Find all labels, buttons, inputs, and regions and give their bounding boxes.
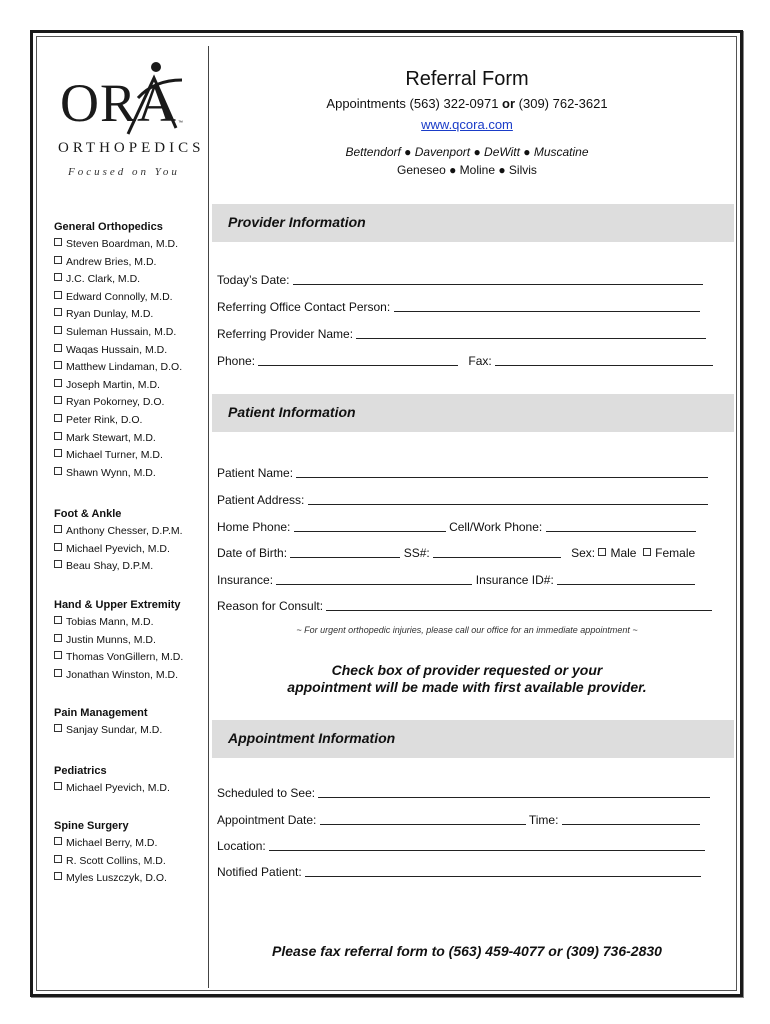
checkbox-icon[interactable] [54, 782, 62, 790]
patient-address-field[interactable]: Patient Address: [217, 493, 708, 507]
checkbox-icon[interactable] [54, 449, 62, 457]
female-checkbox[interactable] [643, 548, 651, 556]
doctor-name: Justin Munns, M.D. [66, 633, 156, 646]
urgent-note: ~ For urgent orthopedic injuries, please call our office for an immediate appointment ~ [296, 625, 638, 635]
group-hand-upper [54, 597, 204, 684]
checkbox-icon[interactable] [54, 291, 62, 299]
doctor-checkbox-item[interactable] [54, 558, 204, 576]
checkbox-icon[interactable] [54, 273, 62, 281]
insurance-field[interactable]: Insurance: Insurance ID#: [217, 573, 695, 587]
doctor-checkbox-item[interactable] [54, 430, 204, 448]
checkbox-icon[interactable] [54, 651, 62, 659]
doctor-name: Steven Boardman, M.D. [66, 238, 179, 250]
website-link[interactable]: www.qcora.com [421, 117, 513, 132]
doctor-name: Ryan Pokorney, D.O. [66, 396, 165, 409]
doctor-checkbox-item[interactable] [54, 835, 204, 853]
checkbox-icon[interactable] [54, 238, 62, 246]
checkbox-icon[interactable] [54, 396, 62, 404]
doctor-checkbox-item[interactable] [54, 447, 204, 465]
doctor-name: Joseph Martin, M.D. [66, 378, 160, 391]
checkbox-icon[interactable] [54, 560, 62, 568]
checkbox-icon[interactable] [54, 344, 62, 352]
doctor-name: Anthony Chesser, D.P.M. [66, 525, 183, 537]
provider-name-field[interactable]: Referring Provider Name: [217, 327, 706, 341]
doctor-checkbox-item[interactable] [54, 271, 204, 289]
appointments-line: Appointments (563) 322-0971 or (309) 762-3621 [326, 96, 608, 111]
checkbox-icon[interactable] [54, 432, 62, 440]
group-title: Pain Management [54, 707, 148, 719]
appointment-date-time-field[interactable]: Appointment Date: Time: [217, 813, 700, 827]
provider-section-header: Provider Information [212, 204, 734, 242]
doctor-checkbox-item[interactable] [54, 394, 204, 412]
doctor-checkbox-item[interactable] [54, 289, 204, 307]
doctor-checkbox-item[interactable] [54, 853, 204, 871]
checkbox-icon[interactable] [54, 872, 62, 880]
doctor-name: Beau Shay, D.P.M. [66, 560, 154, 573]
doctor-checkbox-item[interactable] [54, 324, 204, 342]
patient-section-header: Patient Information [212, 394, 734, 432]
doctor-name: Matthew Lindaman, D.O. [66, 361, 183, 374]
doctor-name: Andrew Bries, M.D. [66, 255, 157, 268]
doctor-checkbox-item[interactable] [54, 412, 204, 430]
group-pain-management [54, 705, 204, 740]
doctor-checkbox-item[interactable] [54, 870, 204, 888]
doctor-checkbox-item[interactable] [54, 377, 204, 395]
doctor-checkbox-item[interactable] [54, 649, 204, 667]
dob-ss-sex-field[interactable]: Date of Birth: SS#: Sex: Male Female [217, 546, 696, 560]
checkbox-icon[interactable] [54, 256, 62, 264]
phones-field[interactable]: Home Phone: Cell/Work Phone: [217, 520, 696, 534]
male-checkbox[interactable] [598, 548, 606, 556]
doctor-checkbox-item[interactable] [54, 780, 204, 798]
doctor-checkbox-item[interactable] [54, 523, 204, 541]
logo-subtitle: ORTHOPEDICS [58, 140, 205, 156]
doctor-name: Thomas VonGillern, M.D. [66, 651, 184, 664]
doctor-checkbox-item[interactable] [54, 614, 204, 632]
group-general-orthopedics [54, 219, 204, 482]
ora-logo [58, 58, 205, 188]
cities-line-1: Bettendorf ● Davenport ● DeWitt ● Muscatine [345, 145, 589, 159]
doctor-name: Jonathan Winston, M.D. [66, 668, 179, 681]
logo-text: ORA [60, 73, 178, 133]
checkbox-icon[interactable] [54, 308, 62, 316]
doctor-checkbox-item[interactable] [54, 359, 204, 377]
doctor-name: Michael Pyevich, M.D. [66, 782, 170, 794]
checkbox-icon[interactable] [54, 467, 62, 475]
doctor-name: Waqas Hussain, M.D. [66, 343, 168, 356]
doctor-name: J.C. Clark, M.D. [66, 273, 141, 286]
appointment-section-header: Appointment Information [212, 720, 734, 758]
fax-instruction: Please fax referral form to (563) 459-4077 or (309) 736-2830 [272, 943, 662, 959]
doctor-checkbox-item[interactable] [54, 342, 204, 360]
doctor-checkbox-item[interactable] [54, 541, 204, 559]
checkbox-icon[interactable] [54, 525, 62, 533]
checkbox-icon[interactable] [54, 634, 62, 642]
checkbox-icon[interactable] [54, 724, 62, 732]
group-pediatrics [54, 763, 204, 798]
location-field[interactable]: Location: [217, 839, 705, 853]
doctor-name: Ryan Dunlay, M.D. [66, 308, 154, 321]
checkbox-icon[interactable] [54, 361, 62, 369]
doctor-name: Mark Stewart, M.D. [66, 431, 156, 444]
doctor-name: Suleman Hussain, M.D. [66, 325, 177, 338]
doctor-checkbox-item[interactable] [54, 236, 204, 254]
check-box-instruction: Check box of provider requested or your appointment will be made with first available provider. [287, 662, 647, 695]
contact-person-field[interactable]: Referring Office Contact Person: [217, 300, 700, 314]
checkbox-icon[interactable] [54, 379, 62, 387]
column-divider [208, 46, 209, 988]
group-foot-ankle [54, 506, 204, 576]
cities-line-2: Geneseo ● Moline ● Silvis [397, 163, 537, 177]
page-title: Referral Form [405, 68, 529, 90]
doctor-name: Shawn Wynn, M.D. [66, 466, 156, 479]
doctor-checkbox-item[interactable] [54, 254, 204, 272]
group-title: Spine Surgery [54, 820, 129, 832]
checkbox-icon[interactable] [54, 669, 62, 677]
checkbox-icon[interactable] [54, 837, 62, 845]
reason-field[interactable]: Reason for Consult: [217, 599, 712, 613]
checkbox-icon[interactable] [54, 616, 62, 624]
group-title: General Orthopedics [54, 221, 163, 233]
doctor-checkbox-item[interactable] [54, 667, 204, 685]
doctor-name: Tobias Mann, M.D. [66, 616, 154, 628]
doctor-name: R. Scott Collins, M.D. [66, 854, 166, 867]
group-title: Foot & Ankle [54, 508, 122, 520]
scheduled-to-see-field[interactable]: Scheduled to See: [217, 786, 710, 800]
todays-date-field[interactable]: Today’s Date: [217, 273, 703, 287]
doctor-name: Michael Berry, M.D. [66, 837, 158, 849]
doctor-checkbox-item[interactable] [54, 306, 204, 324]
doctor-name: Sanjay Sundar, M.D. [66, 724, 163, 736]
notified-patient-field[interactable]: Notified Patient: [217, 865, 701, 879]
doctor-name: Edward Connolly, M.D. [66, 290, 173, 303]
checkbox-icon[interactable] [54, 414, 62, 422]
doctor-name: Peter Rink, D.O. [66, 413, 143, 426]
doctor-checkbox-item[interactable] [54, 465, 204, 483]
group-title: Pediatrics [54, 765, 107, 777]
checkbox-icon[interactable] [54, 543, 62, 551]
phone-fax-field[interactable]: Phone: Fax: [217, 354, 713, 368]
checkbox-icon[interactable] [54, 326, 62, 334]
group-spine-surgery [54, 818, 204, 888]
group-title: Hand & Upper Extremity [54, 599, 181, 611]
logo-trademark: ™ [178, 120, 183, 126]
doctor-checkbox-item[interactable] [54, 722, 204, 740]
checkbox-icon[interactable] [54, 855, 62, 863]
doctor-name: Myles Luszczyk, D.O. [66, 872, 167, 885]
doctor-name: Michael Pyevich, M.D. [66, 542, 170, 555]
doctor-name: Michael Turner, M.D. [66, 449, 163, 462]
logo-tagline: Focused on You [68, 166, 180, 178]
doctor-checkbox-item[interactable] [54, 632, 204, 650]
patient-name-field[interactable]: Patient Name: [217, 466, 708, 480]
